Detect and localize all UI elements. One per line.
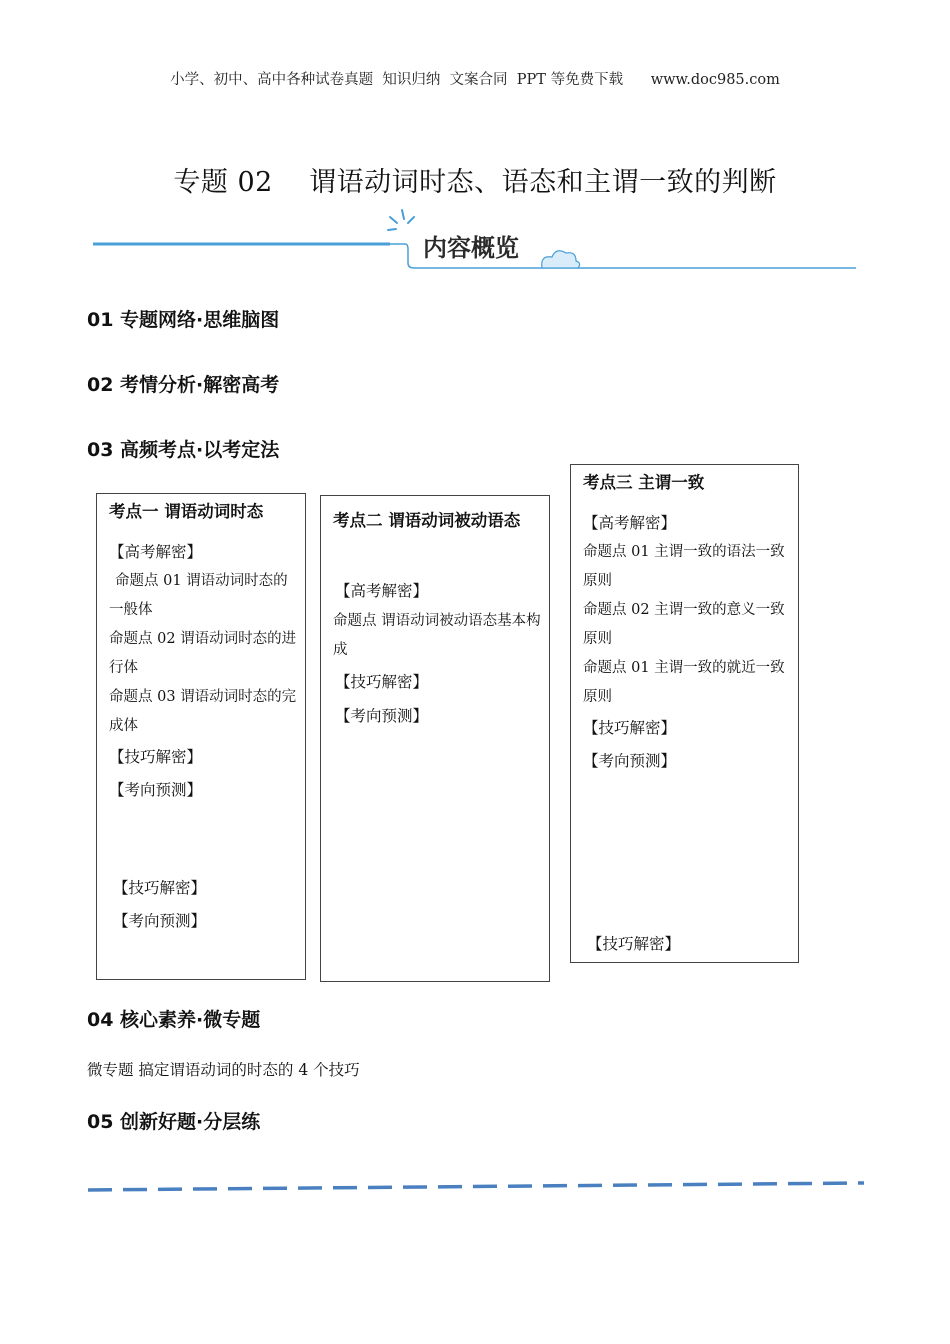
sparkle-icon (388, 210, 414, 230)
proposition-point: 命题点 02 谓语动词时态的进行体 (109, 631, 297, 676)
key-point-box-3 (570, 464, 799, 963)
jiqiao-label: 【技巧解密】 (587, 935, 681, 953)
jiqiao-label: 【技巧解密】 (583, 719, 677, 737)
header-ad-line: 小学、初中、高中各种试卷真题 知识归纳 文案合同 PPT 等免费下载 www.doc985.com (170, 72, 780, 88)
box-title: 考点一 谓语动词时态 (109, 502, 264, 521)
kaoxiang-label: 【考向预测】 (583, 752, 677, 770)
content-overview-banner (90, 205, 860, 279)
gaokao-label: 【高考解密】 (335, 582, 429, 600)
cloud-icon (542, 251, 580, 268)
key-point-box-2 (320, 495, 550, 982)
kaoxiang-label: 【考向预测】 (109, 781, 203, 799)
jiqiao-label: 【技巧解密】 (335, 673, 429, 691)
section-02-exam-analysis: 02 考情分析·解密高考 (87, 374, 280, 396)
proposition-point: 命题点 01 主谓一致的语法一致原则 (583, 544, 785, 589)
kaoxiang-label: 【考向预测】 (335, 707, 429, 725)
gaokao-label: 【高考解密】 (583, 514, 677, 532)
micro-topic-line: 微专题 搞定谓语动词的时态的 4 个技巧 (87, 1061, 360, 1079)
kaoxiang-label: 【考向预测】 (113, 912, 207, 930)
section-04-core-literacy: 04 核心素养·微专题 (87, 1009, 261, 1031)
proposition-point: 命题点 03 谓语动词时态的完成体 (109, 689, 297, 734)
section-03-key-points: 03 高频考点·以考定法 (87, 439, 280, 461)
gaokao-label: 【高考解密】 (109, 543, 203, 561)
section-01-mindmap: 01 专题网络·思维脑图 (87, 309, 280, 331)
document-title: 专题 02 谓语动词时态、语态和主谓一致的判断 (173, 167, 777, 198)
proposition-point: 命题点 谓语动词被动语态基本构成 (333, 613, 541, 658)
section-05-practice: 05 创新好题·分层练 (87, 1111, 261, 1133)
proposition-point: 命题点 01 主谓一致的就近一致原则 (583, 660, 785, 705)
dashed-line (88, 1183, 864, 1190)
key-point-box-1 (96, 493, 306, 980)
proposition-point: 命题点 01 谓语动词时态的一般体 (109, 573, 288, 618)
jiqiao-label: 【技巧解密】 (109, 748, 203, 766)
jiqiao-label: 【技巧解密】 (113, 879, 207, 897)
footer-dashed-divider (86, 1178, 866, 1194)
box-title: 考点二 谓语动词被动语态 (333, 511, 521, 530)
banner-label: 内容概览 (423, 234, 519, 262)
box-title: 考点三 主谓一致 (583, 473, 705, 492)
proposition-point: 命题点 02 主谓一致的意义一致原则 (583, 602, 785, 647)
banner-graphic (90, 205, 860, 275)
